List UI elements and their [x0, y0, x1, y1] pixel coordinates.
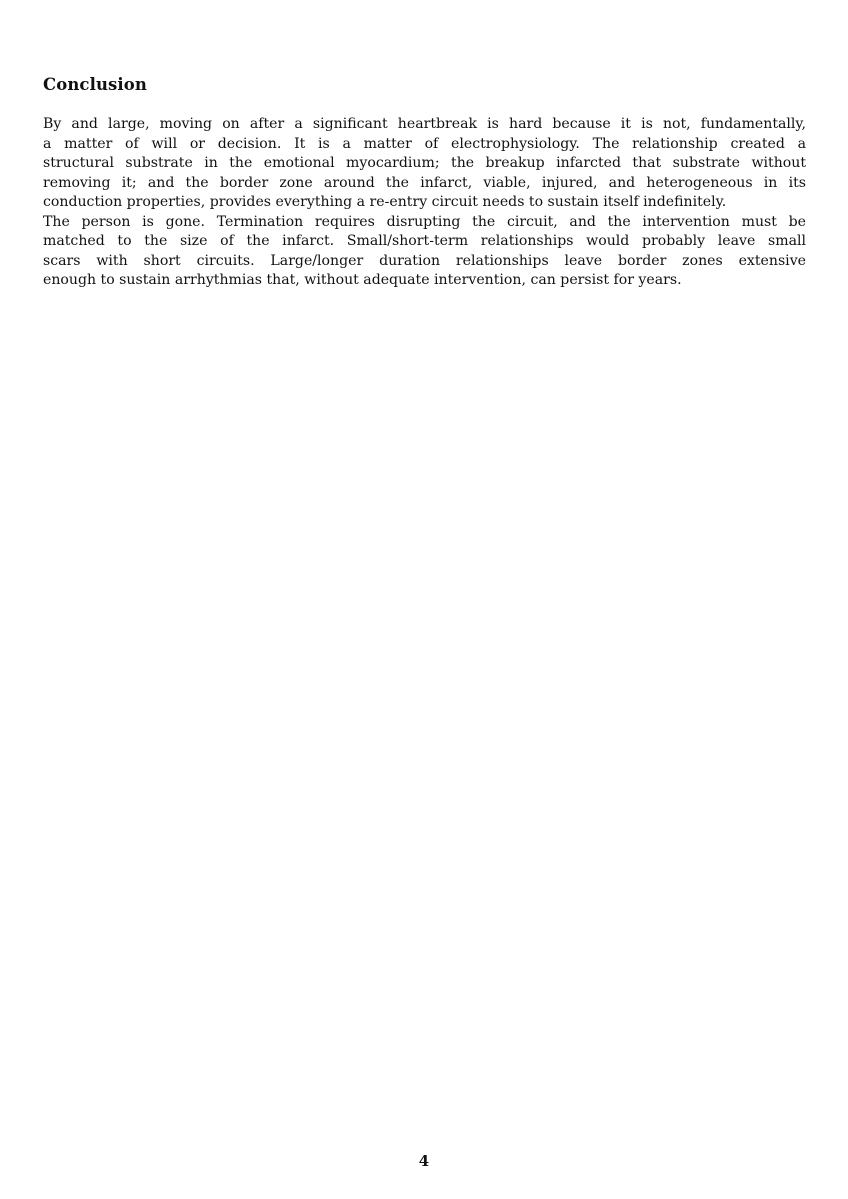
paragraph-line: By and large, moving on after a significant heartbreak is hard because it is not, fundamentally, — [43, 116, 806, 132]
paragraph-line: enough to sustain arrhythmias that, without adequate intervention, can persist for years. — [43, 272, 682, 288]
paragraph-line: scars with short circuits. Large/longer duration relationships leave border zones extensive — [43, 252, 806, 269]
conclusion-paragraph — [43, 115, 806, 291]
paragraph-line: removing it; and the border zone around the infarct, viable, injured, and heterogeneous in its — [43, 174, 806, 191]
paragraph-line: The person is gone. Termination requires disrupting the circuit, and the intervention must be — [43, 213, 806, 230]
page-number: 4 — [418, 1152, 430, 1170]
section-heading: Conclusion — [43, 75, 148, 94]
paragraph-line: a matter of will or decision. It is a matter of electrophysiology. The relationship created a — [43, 135, 806, 152]
paragraph-line: structural substrate in the emotional myocardium; the breakup infarcted that substrate without — [43, 155, 806, 171]
paragraph-line: conduction properties, provides everything a re-entry circuit needs to sustain itself indefinitely. — [43, 194, 727, 210]
paragraph-line: matched to the size of the infarct. Small/short-term relationships would probably leave small — [43, 233, 806, 249]
